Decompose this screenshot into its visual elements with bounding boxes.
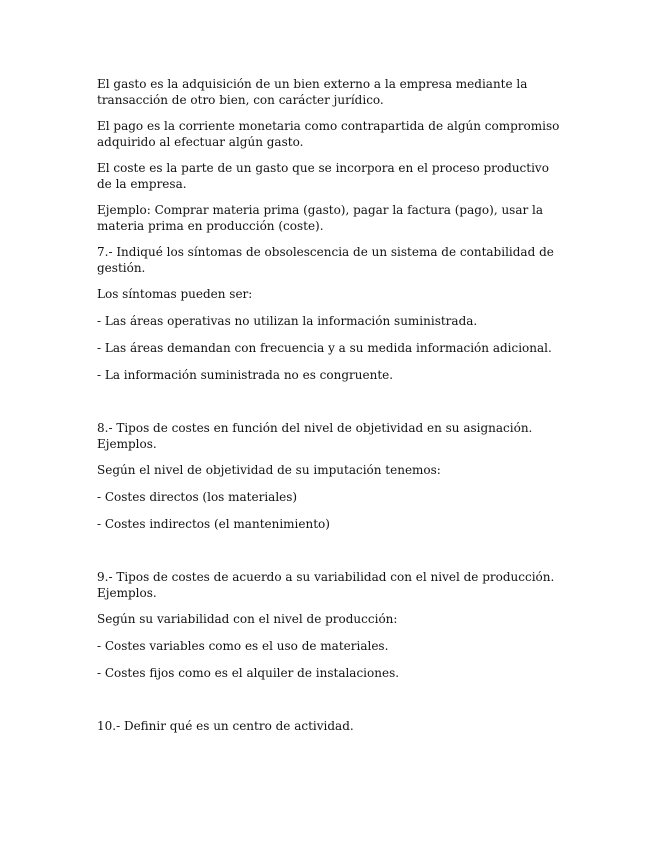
document-page: [97, 76, 567, 734]
question-7-item-1: - Las áreas operativas no utilizan la información suministrada.: [97, 314, 478, 328]
paragraph-coste: El coste es la parte de un gasto que se incorpora en el proceso productivo de la empresa.: [97, 161, 549, 191]
question-10-heading: 10.- Definir qué es un centro de actividad.: [97, 719, 354, 733]
question-9-heading: 9.- Tipos de costes de acuerdo a su variabilidad con el nivel de producción. Ejemplos.: [97, 570, 555, 600]
paragraph-pago: El pago es la corriente monetaria como contrapartida de algún compromiso adquirido al efectuar algún gasto.: [97, 119, 560, 149]
question-7-item-2: - Las áreas demandan con frecuencia y a su medida información adicional.: [97, 341, 552, 355]
question-8-heading: 8.- Tipos de costes en función del nivel de objetividad en su asignación. Ejemplos.: [97, 421, 533, 451]
question-9-item-1: - Costes variables como es el uso de materiales.: [97, 639, 389, 653]
question-7-item-3: - La información suministrada no es congruente.: [97, 368, 394, 382]
question-9-item-2: - Costes fijos como es el alquiler de instalaciones.: [97, 666, 400, 680]
paragraph-ejemplo: Ejemplo: Comprar materia prima (gasto), pagar la factura (pago), usar la materia prima en producción (coste).: [97, 203, 544, 233]
question-8-intro: Según el nivel de objetividad de su imputación tenemos:: [97, 463, 441, 477]
question-7-heading: 7.- Indiqué los síntomas de obsolescencia de un sistema de contabilidad de gestión.: [97, 245, 554, 275]
question-8-item-1: - Costes directos (los materiales): [97, 490, 298, 504]
question-9-intro: Según su variabilidad con el nivel de producción:: [97, 612, 398, 626]
paragraph-gasto: El gasto es la adquisición de un bien externo a la empresa mediante la transacción de otro bien, con carácter jurídico.: [97, 77, 528, 107]
question-7-intro: Los síntomas pueden ser:: [97, 287, 253, 301]
question-8-item-2: - Costes indirectos (el mantenimiento): [97, 517, 330, 531]
